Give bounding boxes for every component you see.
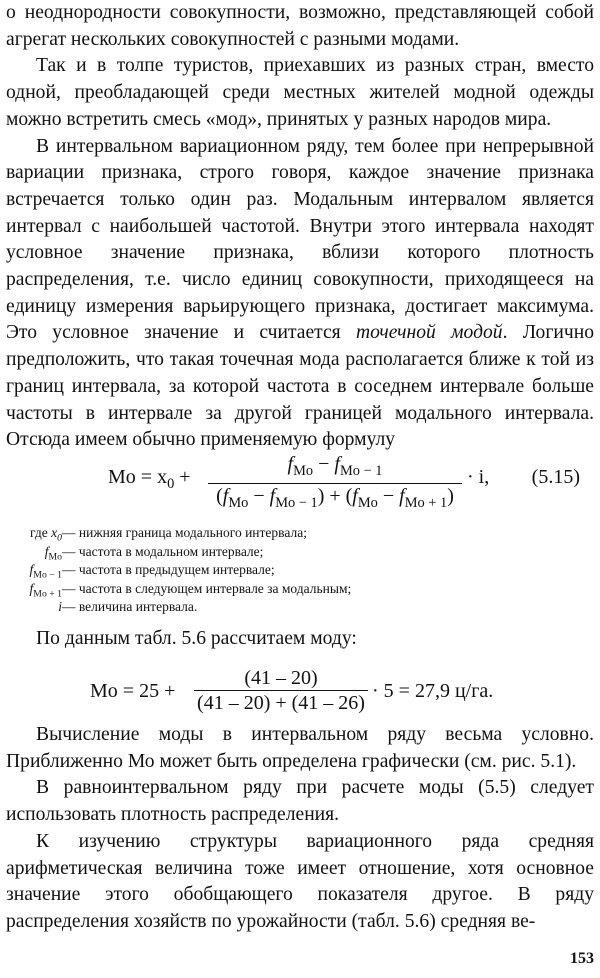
- legend-row: [6, 580, 566, 599]
- term-italic: точечной модой: [355, 322, 503, 344]
- legend-description: — нижняя граница модального интервала;: [62, 525, 307, 540]
- legend-row: [6, 543, 566, 562]
- page-number: 153: [570, 950, 594, 967]
- formula-lhs: $Mo = x_0$ +: [108, 466, 191, 492]
- text-block-top: [6, 0, 594, 454]
- text-block-bottom: [6, 722, 594, 936]
- legend-symbol: $f_{Mo - 1}$: [29, 562, 62, 581]
- paragraph: В равноинтервальном ряду при расчете моды (5.5) следует использовать плотность распределения.: [6, 777, 594, 826]
- legend-description: — величина интервала.: [62, 599, 198, 614]
- paragraph: К изучению структуры вариационного ряда средняя арифметическая величина тоже имеет отношение, хотя основное значение этого обобщающего показателя другое. В ряду распределения хозяйств по урожайности (табл. 5.6) средняя ве-: [6, 830, 594, 932]
- formula-numerator: (41 – 20): [244, 667, 318, 689]
- legend-row: [6, 598, 566, 617]
- paragraph-text: . Логично предположить, что такая точечная мода располагается ближе к той из границ интервала, за которой частота в соседнем интервале больше частоты в интервале за другой границей модального интервала. Отсюда имеем обычно применяемую формулу: [6, 322, 594, 451]
- formula-rhs: · 5 = 27,9 ц/га.: [372, 680, 494, 702]
- formula-fraction: [206, 452, 464, 515]
- paragraph: Так и в толпе туристов, приехавших из разных стран, вместо одной, преобладающей среди местных жителей модной одежды можно встретить смесь «мод», принятых у разных народов мира.: [6, 55, 594, 130]
- paragraph: Вычисление моды в интервальном ряду весьма условно. Приближенно Мо может быть определена графически (см. рис. 5.1).: [6, 724, 594, 772]
- legend-symbol: где $x_0$: [30, 525, 62, 544]
- legend-row: [6, 524, 566, 543]
- legend-symbol: i: [58, 599, 62, 614]
- formula-denominator: (41 – 20) + (41 – 26): [197, 692, 365, 714]
- formula-legend: [6, 524, 566, 617]
- legend-description: — частота в следующем интервале за модальным;: [62, 580, 352, 596]
- paragraph: По данным табл. 5.6 рассчитаем моду:: [36, 628, 357, 649]
- text-block-mid: [6, 626, 594, 653]
- paragraph-text: В интервальном вариационном ряду, тем более при непрерывной вариации признака, строго говоря, каждое значение признака встречается только один раз. Модальным интервалом является интервал с наибольшей частотой. Внутри этого интервала находят условное значение признака, вблизи которого плотность распределения, т.е. число единиц совокупности, приходящееся на единицу измерения варьирующего признака, достигает максимума. Это условное значение и считается: [6, 135, 594, 344]
- legend-description: — частота в модальном интервале;: [62, 543, 264, 559]
- formula-denominator: $(f_{Mo} - f_{Mo - 1}) + (f_{Mo} - f_{Mo + 1})$: [216, 485, 454, 511]
- formula-general: [0, 452, 600, 511]
- paragraph: о неоднородности совокупности, возможно, представляющей собой агрегат нескольких совокупностей с разными модами.: [6, 2, 594, 50]
- equation-number: (5.15): [531, 466, 580, 488]
- legend-description: — частота в предыдущем интервале;: [62, 562, 275, 577]
- formula-fraction: [192, 666, 370, 715]
- formula-numerator: $f_{Mo} - f_{Mo - 1}$: [287, 453, 383, 479]
- formula-numeric: [0, 666, 600, 716]
- formula-rhs: · i,: [467, 466, 490, 488]
- legend-symbol: $f_{Mo}$: [44, 543, 62, 563]
- formula-lhs: Mo = 25 +: [90, 680, 176, 702]
- legend-symbol: $f_{Mo + 1}$: [29, 580, 62, 600]
- paragraph: [6, 134, 594, 454]
- legend-row: [6, 561, 566, 580]
